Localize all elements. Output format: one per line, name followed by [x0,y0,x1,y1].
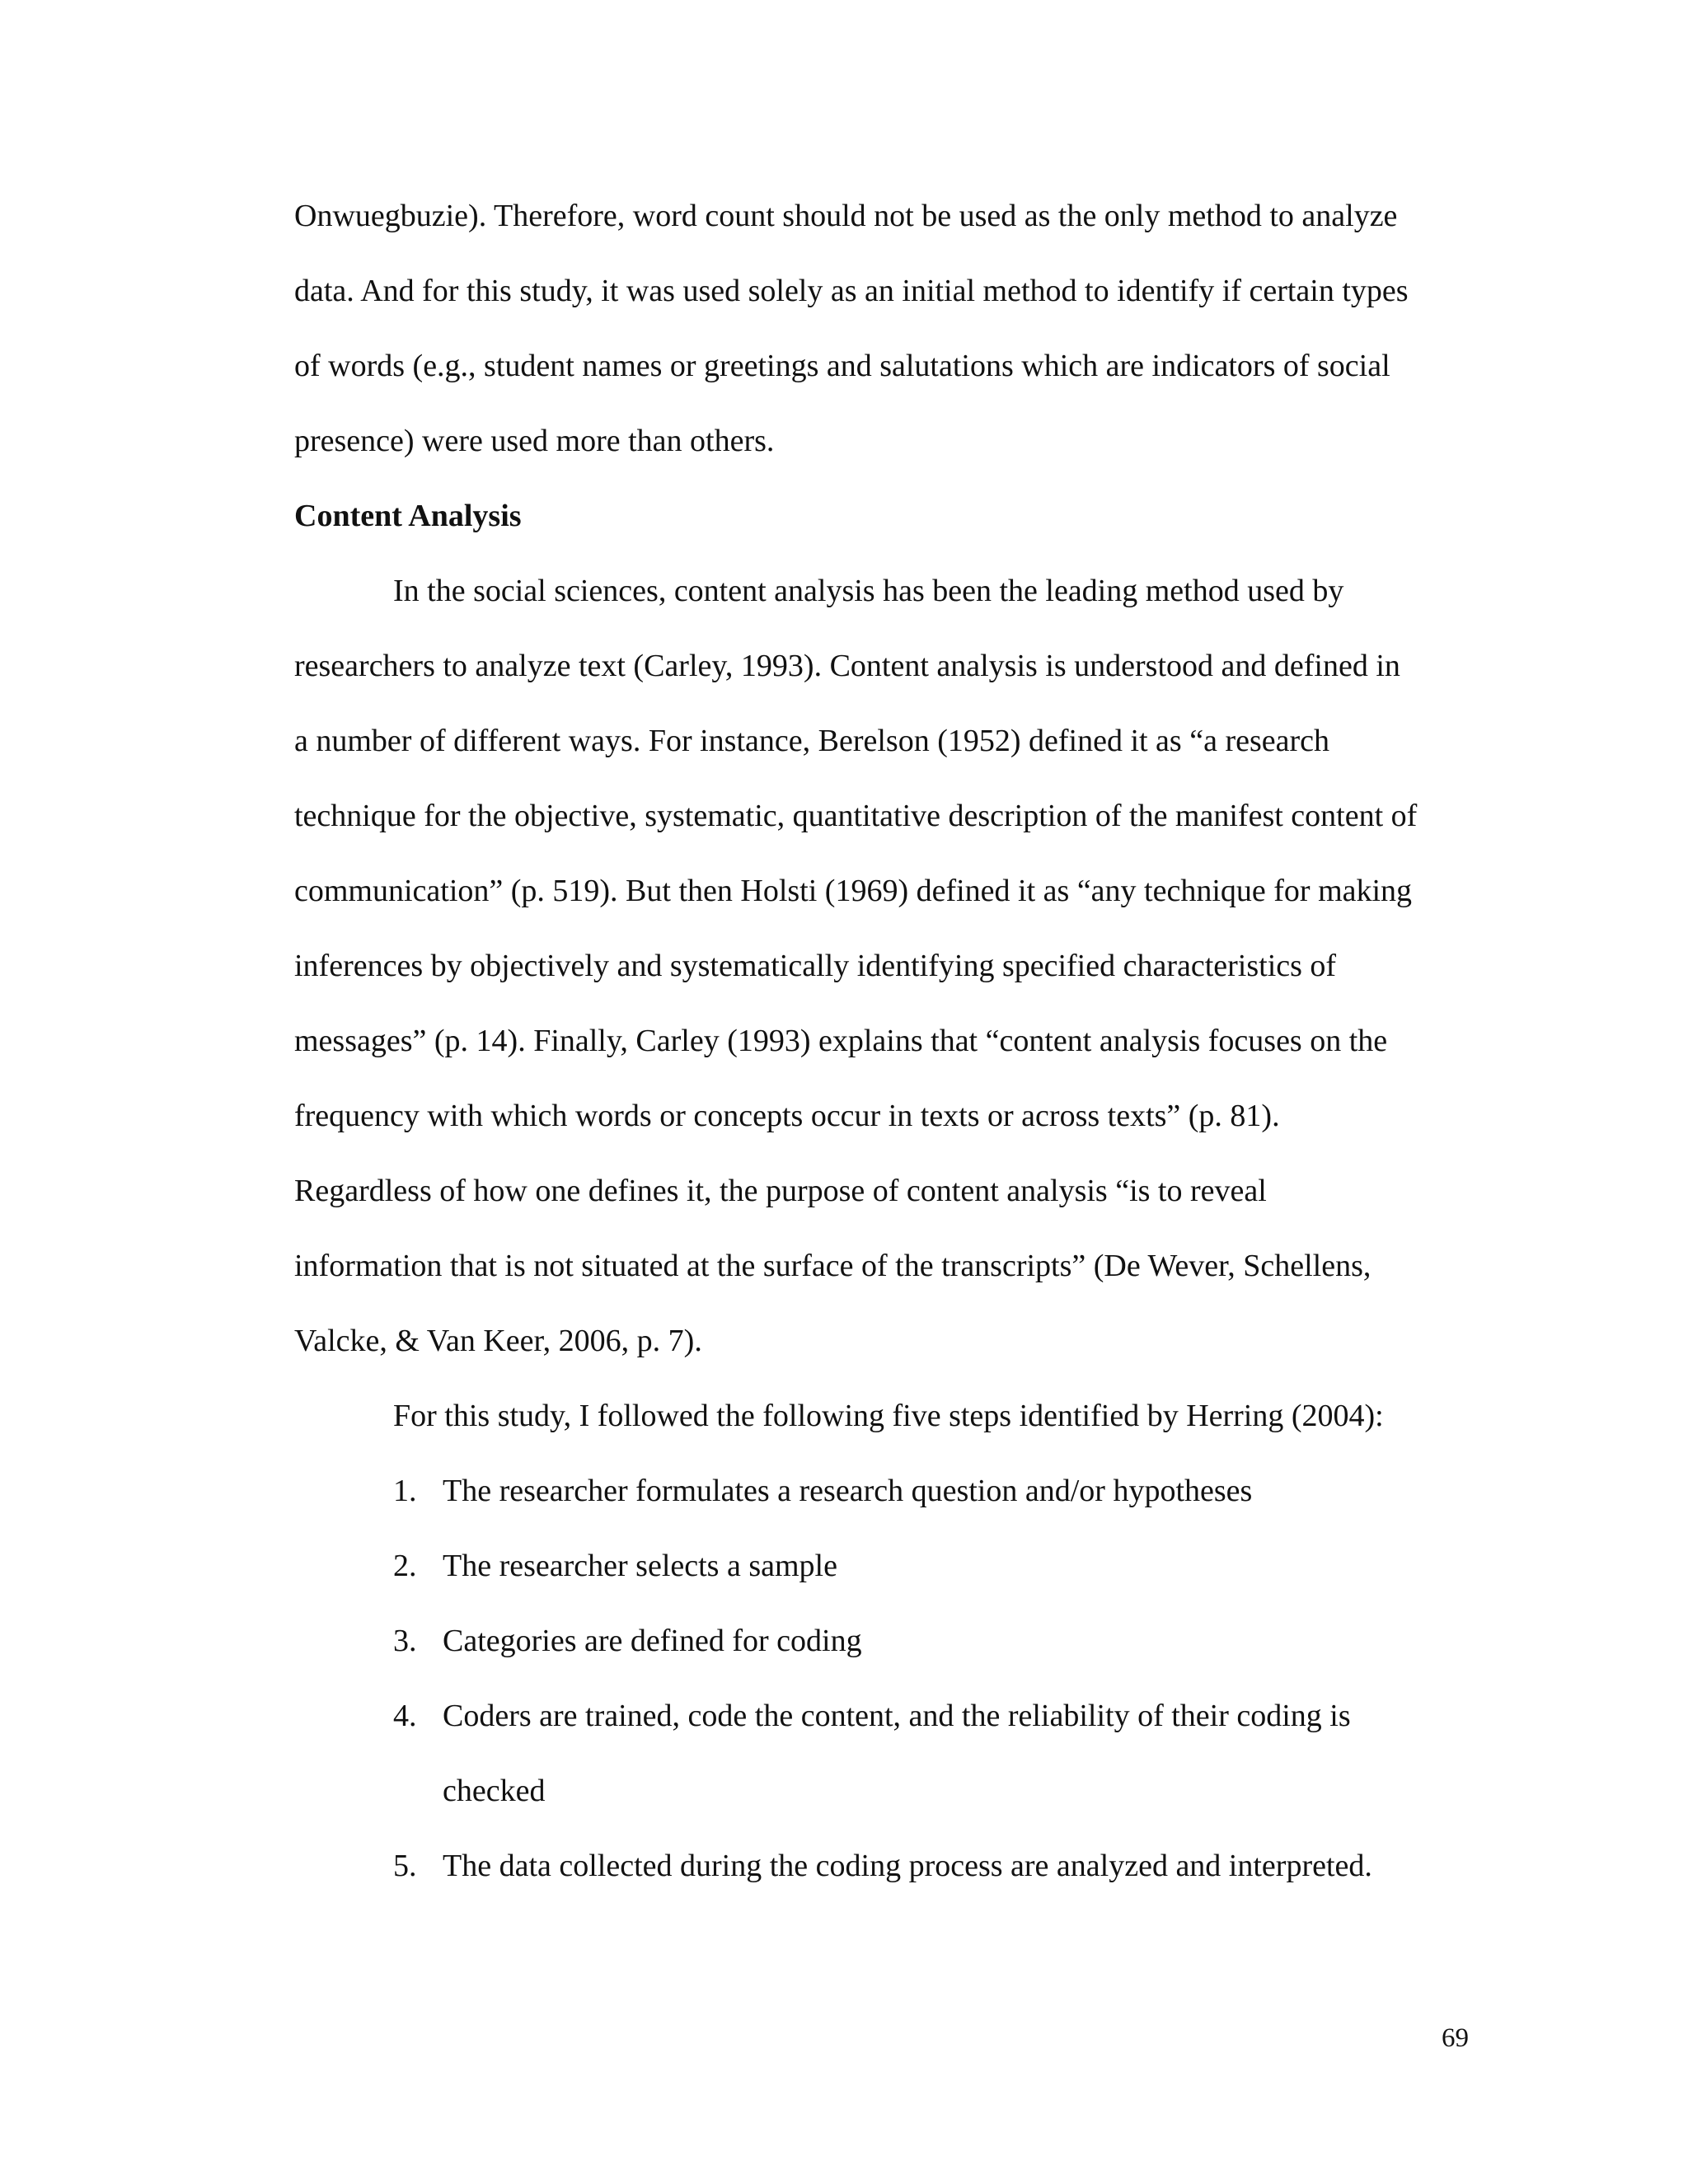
list-item-number: 4. [393,1699,417,1733]
paragraph-3: For this study, I followed the following five steps identified by Herring (2004): [393,1399,1384,1433]
paragraph-2-line-6: inferences by objectively and systematically identifying specified characteristics of [294,949,1337,983]
paragraph-2-line-5: communication” (p. 519). But then Holsti (1969) defined it as “any technique for making [294,874,1413,908]
list-item-number: 3. [393,1624,417,1658]
list-item-text: The data collected during the coding process are analyzed and interpreted. [443,1849,1372,1883]
paragraph-2-line-11: Valcke, & Van Keer, 2006, p. 7). [294,1324,702,1358]
paragraph-2-line-8: frequency with which words or concepts occur in texts or across texts” (p. 81). [294,1099,1280,1133]
list-item-text: The researcher formulates a research question and/or hypotheses [443,1474,1253,1508]
paragraph-1-line-4: presence) were used more than others. [294,424,775,458]
list-item-number: 2. [393,1549,417,1583]
list-item-text-continuation: checked [443,1774,546,1808]
page-number: 69 [1442,2023,1469,2053]
list-item-number: 1. [393,1474,417,1508]
paragraph-2-line-2: researchers to analyze text (Carley, 1993). Content analysis is understood and defined in [294,649,1400,683]
paragraph-2-line-10: information that is not situated at the surface of the transcripts” (De Wever, Schellens, [294,1249,1372,1283]
list-item-text: Categories are defined for coding [443,1624,862,1658]
paragraph-2-line-9: Regardless of how one defines it, the purpose of content analysis “is to reveal [294,1174,1267,1208]
paragraph-2-line-4: technique for the objective, systematic, quantitative description of the manifest content of [294,799,1418,833]
paragraph-2-line-7: messages” (p. 14). Finally, Carley (1993) explains that “content analysis focuses on the [294,1024,1388,1058]
paragraph-1-line-3: of words (e.g., student names or greetings and salutations which are indicators of social [294,349,1390,383]
section-heading: Content Analysis [294,499,522,533]
list-item-text: Coders are trained, code the content, and the reliability of their coding is [443,1699,1351,1733]
paragraph-2-line-1: In the social sciences, content analysis has been the leading method used by [393,574,1344,608]
paragraph-1-line-2: data. And for this study, it was used solely as an initial method to identify if certain types [294,274,1409,308]
list-item-text: The researcher selects a sample [443,1549,837,1583]
paragraph-1-line-1: Onwuegbuzie). Therefore, word count should not be used as the only method to analyze [294,199,1398,233]
paragraph-2-line-3: a number of different ways. For instance, Berelson (1952) defined it as “a research [294,724,1330,758]
list-item-number: 5. [393,1849,417,1883]
